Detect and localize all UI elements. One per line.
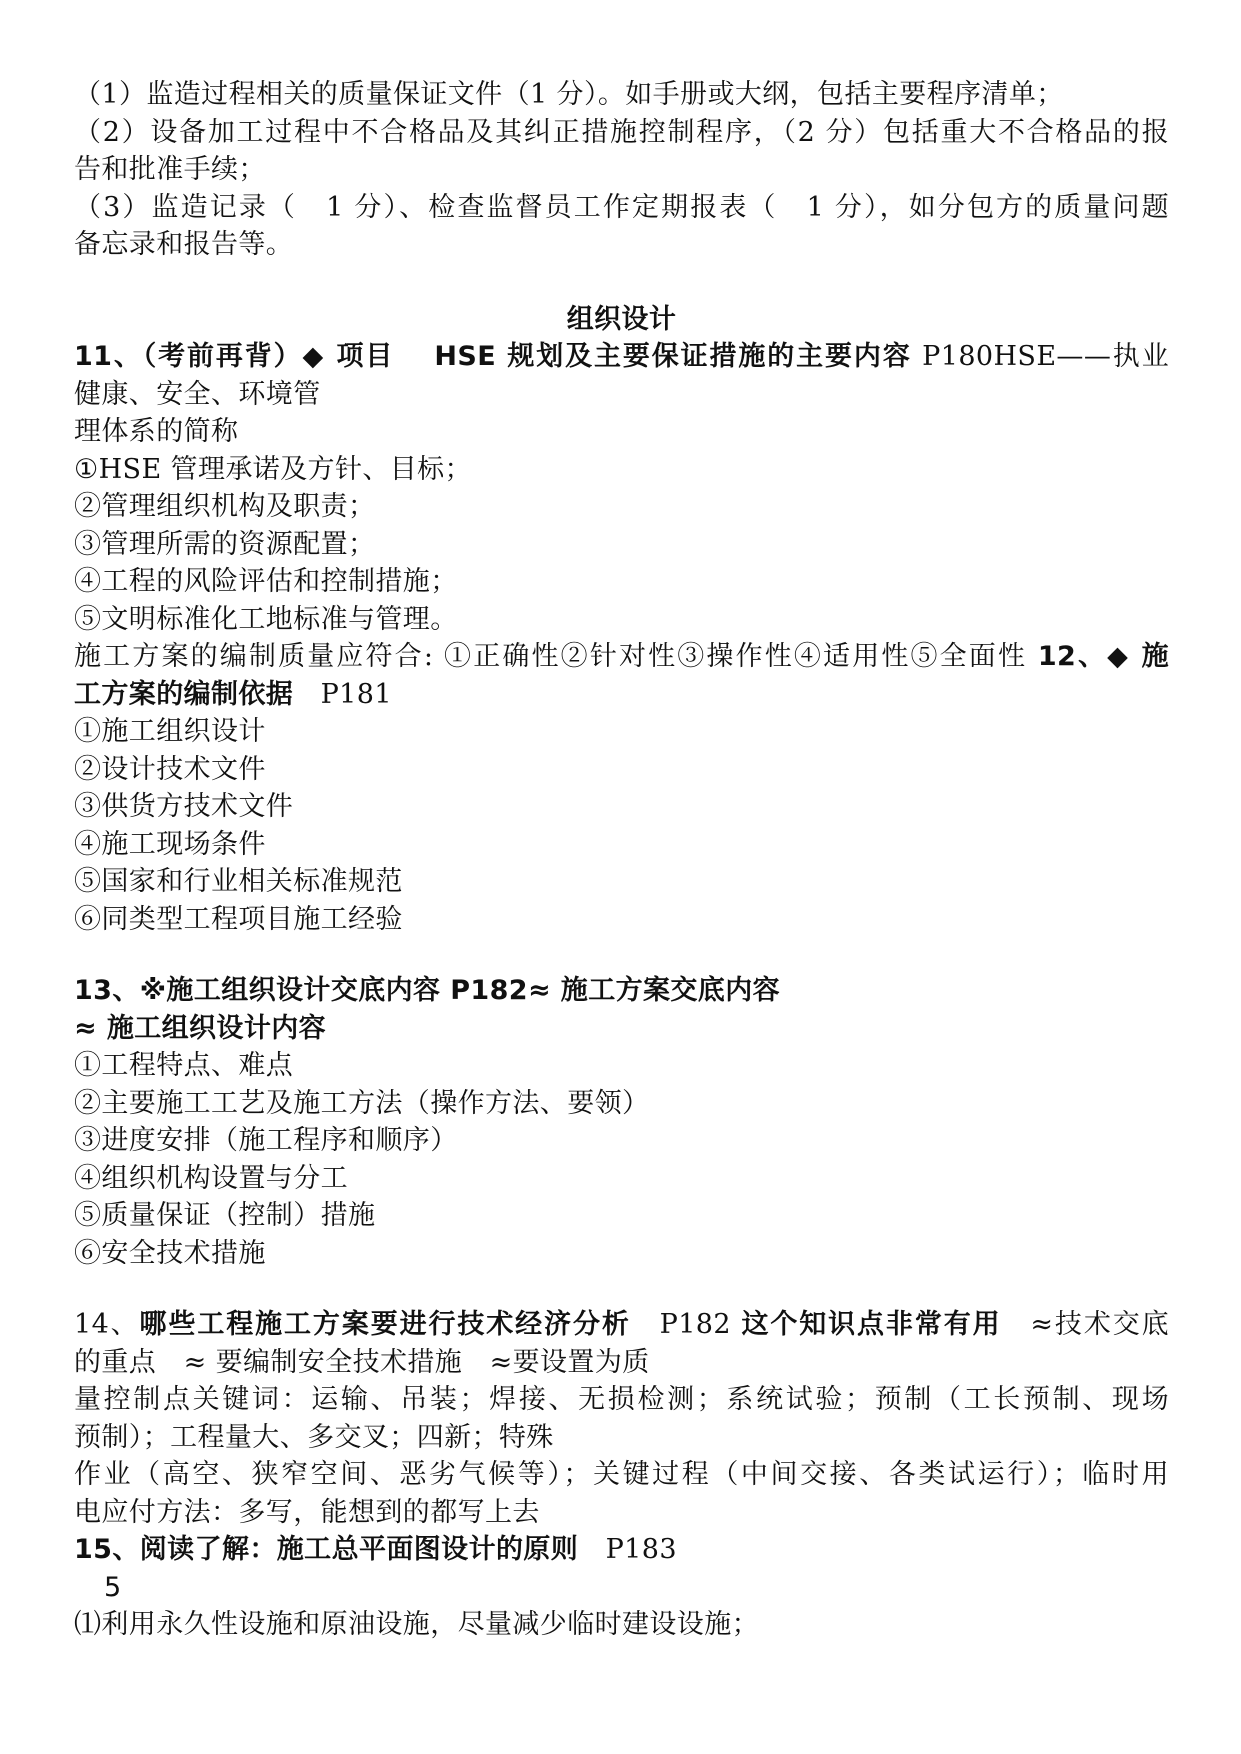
list-item: ②设计技术文件 xyxy=(74,753,266,785)
item-11-heading-line xyxy=(74,338,1169,376)
item-14-tail: ≈技术交底 xyxy=(1030,1309,1170,1340)
item-12-heading-b: 工方案的编制依据 xyxy=(74,678,294,710)
text-line: 健康、安全、环境管 xyxy=(74,378,321,410)
list-item: ①施工组织设计 xyxy=(74,716,266,747)
text-line: 备忘录和报告等。 xyxy=(74,229,294,260)
list-item: ①工程特点、难点 xyxy=(74,1050,294,1081)
list-item: ⑤文明标准化工地标准与管理。 xyxy=(74,603,458,635)
item-13-subheading: ≈ 施工组织设计内容 xyxy=(74,1012,327,1044)
section-title: 组织设计 xyxy=(566,303,677,335)
item-14-number: 14、 xyxy=(74,1309,140,1340)
item-14 xyxy=(74,1306,1169,1531)
item-12 xyxy=(74,638,1169,938)
text-line: 量控制点关键词：运输、吊装；焊接、无损检测；系统试验；预制（工长预制、现场 xyxy=(74,1384,1169,1415)
item-13 xyxy=(74,972,1169,1272)
section-a xyxy=(74,76,1169,264)
list-item: ⑴利用永久性设施和原油设施，尽量减少临时建设设施； xyxy=(74,1609,759,1640)
list-item: ②主要施工工艺及施工方法（操作方法、要领） xyxy=(74,1087,650,1119)
item-15-heading: 15、阅读了解：施工总平面图设计的原则 xyxy=(74,1534,579,1565)
item-11-ref: P180HSE——执业 xyxy=(922,341,1169,372)
text-line: 理体系的简称 xyxy=(74,416,239,447)
text-line: 作业（高空、狭窄空间、恶劣气候等）；关键过程（中间交接、各类试运行）；临时用 xyxy=(74,1459,1169,1490)
text-line: （3）监造记录（ 1 分）、检查监督员工作定期报表（ 1 分），如分包方的质量问题 xyxy=(74,191,1169,223)
document-page xyxy=(74,76,1169,1644)
list-item: ②管理组织机构及职责； xyxy=(74,491,376,522)
list-item: ④工程的风险评估和控制措施； xyxy=(74,566,458,597)
list-item: ③进度安排（施工程序和顺序） xyxy=(74,1125,458,1156)
list-item: ①HSE 管理承诺及方针、目标； xyxy=(74,453,472,485)
text-line: 的重点 ≈ 要编制安全技术措施 ≈要设置为质 xyxy=(74,1346,650,1378)
item-14-ref: P182 xyxy=(659,1309,731,1340)
item-14-heading: 哪些工程施工方案要进行技术经济分析 xyxy=(139,1309,631,1340)
list-item: ⑥安全技术措施 xyxy=(74,1237,266,1269)
item-12-heading-a: 12、◆ 施 xyxy=(1037,641,1170,672)
item-15-ref: P183 xyxy=(605,1534,677,1565)
item-14-note: 这个知识点非常有用 xyxy=(741,1309,1002,1340)
list-item: ③供货方技术文件 xyxy=(74,791,294,822)
item-15-heading-line xyxy=(74,1531,1169,1569)
item-12-heading-line xyxy=(74,676,1169,714)
page-number: 5 xyxy=(104,1571,122,1603)
item-13-heading: 13、※施工组织设计交底内容 P182≈ 施工方案交底内容 xyxy=(74,975,780,1006)
item-14-heading-line xyxy=(74,1306,1169,1344)
item-12-ref: P181 xyxy=(320,678,392,710)
item-11-heading: 11、（考前再背）◆ 项目 HSE 规划及主要保证措施的主要内容 xyxy=(74,341,912,372)
list-item: ④组织机构设置与分工 xyxy=(74,1162,348,1194)
text-line: （1）监造过程相关的质量保证文件（1 分）。如手册或大纲，包括主要程序清单； xyxy=(74,79,1064,110)
item-15 xyxy=(74,1531,1169,1644)
quality-requirements: 施工方案的编制质量应符合: ①正确性②针对性③操作性④适用性⑤全面性 xyxy=(74,641,1028,672)
list-item: ③管理所需的资源配置； xyxy=(74,528,376,560)
text-line: 预制）；工程量大、多交叉；四新；特殊 xyxy=(74,1421,554,1453)
item-11 xyxy=(74,338,1169,638)
list-item: ④施工现场条件 xyxy=(74,828,266,860)
text-line: 电应付方法：多写，能想到的都写上去 xyxy=(74,1496,540,1528)
list-item: ⑤质量保证（控制）措施 xyxy=(74,1200,376,1231)
text-line: （2）设备加工过程中不合格品及其纠正措施控制程序，（2 分）包括重大不合格品的报 xyxy=(74,116,1169,148)
item-12-lead-line xyxy=(74,638,1169,676)
list-item: ⑤国家和行业相关标准规范 xyxy=(74,866,403,897)
text-line: 告和批准手续； xyxy=(74,154,266,185)
list-item: ⑥同类型工程项目施工经验 xyxy=(74,903,403,935)
